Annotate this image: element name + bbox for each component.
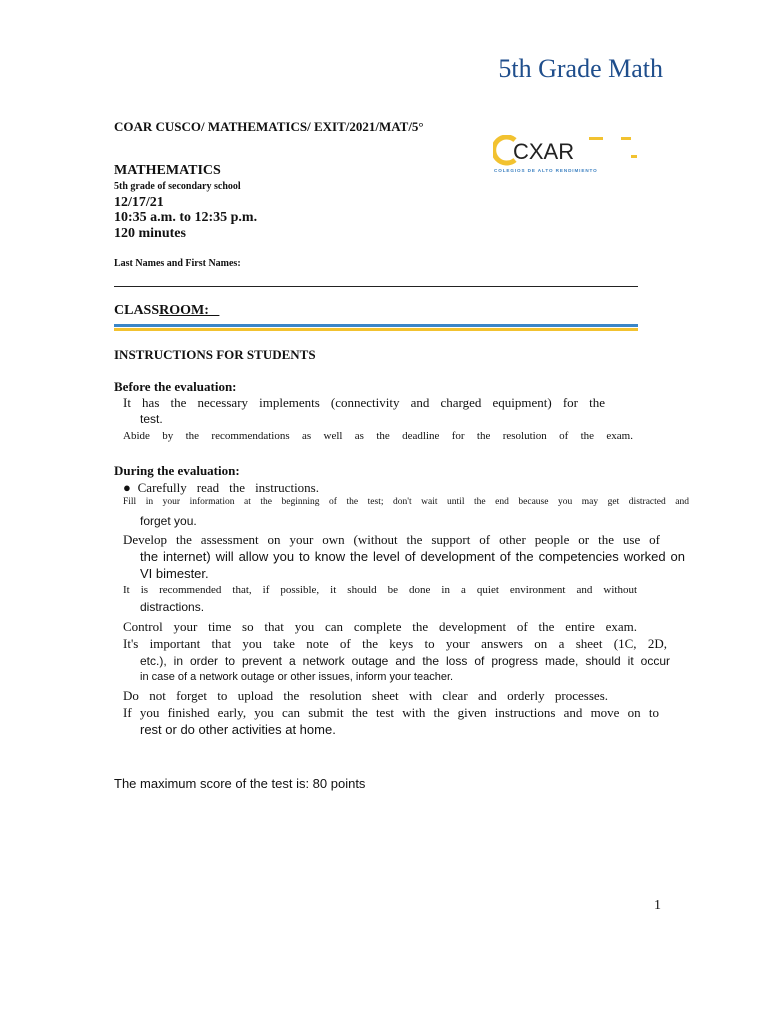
instructions-heading: INSTRUCTIONS FOR STUDENTS bbox=[114, 347, 316, 362]
before-item-1-line2: test. bbox=[140, 412, 163, 426]
during-item-5: Control your time so that you can complete the development of the entire exam. bbox=[123, 619, 637, 634]
during-item-3-line3: VI bimester. bbox=[140, 566, 209, 581]
during-item-2-line2: forget you. bbox=[140, 514, 197, 528]
during-item-2-line1: Fill in your information at the beginning of the test; don't wait until the end because you may get distracted and bbox=[123, 497, 689, 507]
logo-text: CXAR bbox=[513, 139, 575, 164]
during-item-8-line1: If you finished early, you can submit the test with the given instructions and move on to bbox=[123, 705, 659, 720]
divider-blue bbox=[114, 324, 638, 327]
during-item-1: ●Carefully read the instructions. bbox=[123, 480, 319, 495]
subject-label: MATHEMATICS bbox=[114, 163, 221, 178]
logo-subtext: COLEGIOS DE ALTO RENDIMIENTO bbox=[494, 168, 598, 173]
before-item-2: Abide by the recommendations as well as the deadline for the resolution of the exam. bbox=[123, 430, 633, 442]
grade-label: 5th grade of secondary school bbox=[114, 181, 241, 192]
exam-code: COAR CUSCO/ MATHEMATICS/ EXIT/2021/MAT/5° bbox=[114, 119, 424, 134]
during-item-4-line1: It is recommended that, if possible, it should be done in a quiet environment and without bbox=[123, 584, 637, 596]
during-heading: During the evaluation: bbox=[114, 463, 240, 478]
during-item-3-line2: the internet) will allow you to know the level of development of the competencies worked on bbox=[140, 549, 685, 564]
during-item-4-line2: distractions. bbox=[140, 600, 205, 614]
exam-time: 10:35 a.m. to 12:35 p.m. bbox=[114, 210, 258, 225]
document-title: 5th Grade Math bbox=[498, 54, 663, 83]
during-item-8-line2: rest or do other activities at home. bbox=[140, 722, 336, 737]
before-heading: Before the evaluation: bbox=[114, 379, 237, 394]
classroom-label bbox=[114, 303, 219, 319]
during-item-6-line1: It's important that you take note of the keys to your answers on a sheet (1C, 2D, bbox=[123, 636, 667, 651]
during-item-3-line1: Develop the assessment on your own (without the support of other people or the use of bbox=[123, 532, 660, 547]
name-fill-line bbox=[114, 286, 638, 287]
names-label: Last Names and First Names: bbox=[114, 258, 241, 269]
page-number: 1 bbox=[654, 898, 661, 913]
max-score-text: The maximum score of the test is: 80 points bbox=[114, 776, 366, 791]
before-item-1-line1: It has the necessary implements (connectivity and charged equipment) for the bbox=[123, 395, 605, 410]
during-item-6-line2: etc.), in order to prevent a network outage and the loss of progress made, should it occur bbox=[140, 654, 670, 668]
classroom-prefix: CLASS bbox=[114, 303, 160, 318]
school-logo bbox=[493, 135, 639, 177]
classroom-underlined: ROOM: bbox=[159, 303, 220, 318]
divider-yellow bbox=[114, 328, 638, 331]
exam-duration: 120 minutes bbox=[114, 226, 186, 241]
exam-date: 12/17/21 bbox=[114, 195, 164, 210]
during-item-6-line3: in case of a network outage or other issues, inform your teacher. bbox=[140, 671, 454, 683]
during-item-7: Do not forget to upload the resolution sheet with clear and orderly processes. bbox=[123, 688, 608, 703]
